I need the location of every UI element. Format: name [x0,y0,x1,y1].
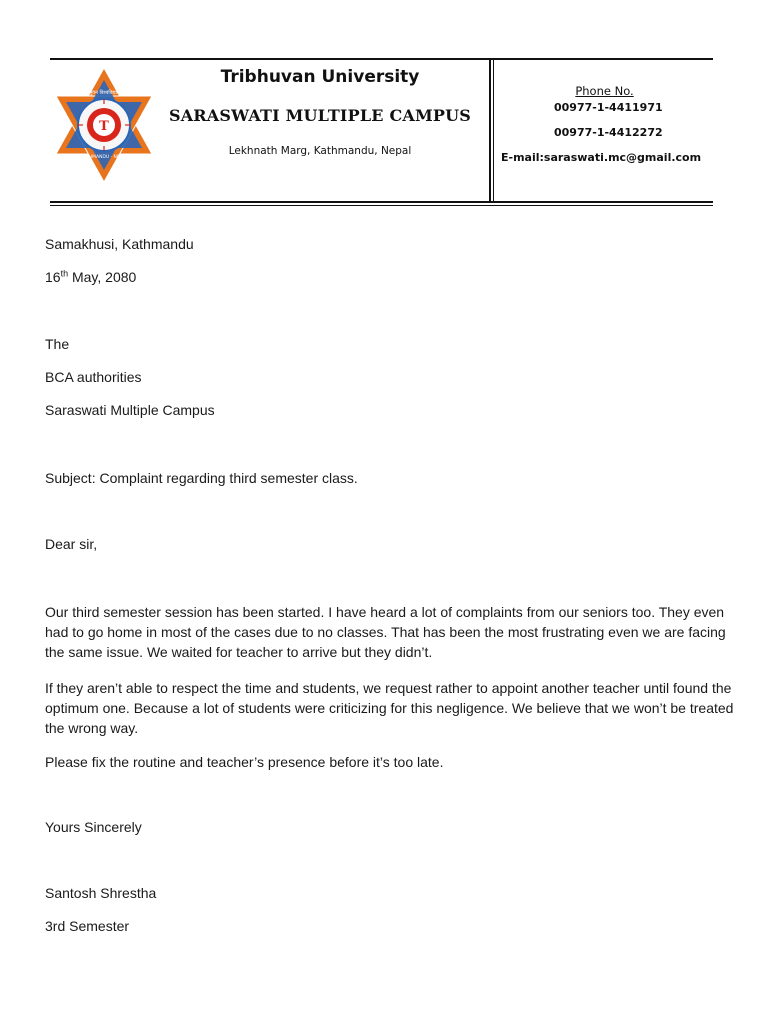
svg-text:T: T [99,119,109,134]
sender-address: Samakhusi, Kathmandu [45,236,194,252]
phone-number-2: 00977-1-4412272 [554,126,663,139]
email-address: saraswati.mc@gmail.com [543,151,702,164]
phone-title: Phone No. [575,84,634,98]
signature-name: Santosh Shrestha [45,885,157,901]
letterhead [50,58,713,206]
letter-closing: Yours Sincerely [45,819,142,835]
letter-date [45,269,136,285]
letterhead-divider [489,60,491,201]
email-line [501,151,713,164]
emblem-bottom-text: KATHMANDU · NEPAL [80,155,128,160]
date-rest: May, 2080 [68,269,137,285]
letterhead-bottom-rule-thin [50,205,713,206]
recipient-line-2: BCA authorities [45,369,142,385]
recipient-line-3: Saraswati Multiple Campus [45,402,215,418]
body-paragraph-3: Please fix the routine and teacher’s presence before it’s too late. [45,754,444,770]
contact-box [496,58,713,201]
signature-detail: 3rd Semester [45,918,130,934]
campus-name: SARASWATI MULTIPLE CAMPUS [168,106,472,125]
body-paragraph-1: Our third semester session has been started. I have heard a lot of complaints from our seniors too. They even had to go home in most of the cases due to no classes. That has been the most frustrating even we are facing the same issue. We waited for teacher to arrive but they didn’t. [45,604,726,660]
letterhead-divider-thin [493,60,494,201]
university-emblem-icon [54,66,154,184]
body-paragraph-2: If they aren’t able to respect the time and students, we request rather to appoint another teacher until found the optimum one. Because a lot of students were criticizing for this negligence. We believe that we won’t be treated the wrong way. [45,680,734,736]
emblem-top-text: त्रिभुवन विश्वविद्यालय [84,90,124,96]
recipient-line-1: The [45,336,70,352]
campus-address: Lekhnath Marg, Kathmandu, Nepal [228,145,412,157]
email-label: E-mail: [501,151,544,164]
university-name: Tribhuvan University [220,67,420,87]
phone-number-1: 00977-1-4411971 [554,101,663,114]
date-suffix: th [60,268,69,279]
letterhead-bottom-rule [50,201,713,203]
date-day: 16 [45,269,61,285]
letter-salutation: Dear sir, [45,536,98,552]
letter-subject: Subject: Complaint regarding third semester class. [45,470,358,486]
